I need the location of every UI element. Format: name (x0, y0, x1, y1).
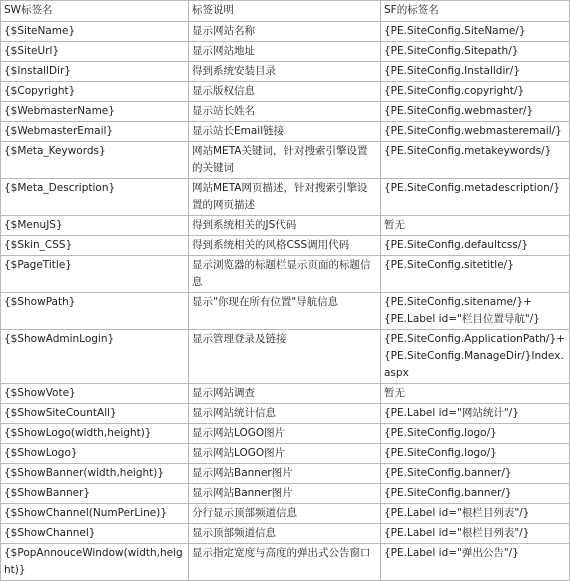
description-cell: 显示网站调查 (189, 384, 381, 404)
sf-tag-cell: {PE.SiteConfig.Installdir/} (381, 62, 570, 82)
table-row (1, 293, 570, 330)
sw-tag-cell: {$PageTitle} (1, 256, 189, 293)
sw-tag-cell: {$ShowBanner(width,height)} (1, 464, 189, 484)
description-cell: 显示站长姓名 (189, 102, 381, 122)
description-cell: 得到系统相关的JS代码 (189, 216, 381, 236)
description-cell: 显示网站统计信息 (189, 404, 381, 424)
sf-tag-cell: {PE.SiteConfig.webmasteremail/} (381, 122, 570, 142)
table-row (1, 404, 570, 424)
sw-tag-cell: {$PopAnnouceWindow(width,height)} (1, 544, 189, 581)
description-cell: 显示网站Banner图片 (189, 484, 381, 504)
description-cell: 显示顶部频道信息 (189, 524, 381, 544)
table-row (1, 484, 570, 504)
sw-tag-cell: {$ShowLogo(width,height)} (1, 424, 189, 444)
sf-tag-cell: 暂无 (381, 384, 570, 404)
description-cell: 得到系统安装目录 (189, 62, 381, 82)
description-cell: 网站META网页描述，针对搜索引擎设置的网页描述 (189, 179, 381, 216)
sf-tag-cell: {PE.Label id="弹出公告"/} (381, 544, 570, 581)
description-cell: 显示版权信息 (189, 82, 381, 102)
sw-tag-cell: {$ShowSiteCountAll} (1, 404, 189, 424)
table-row (1, 256, 570, 293)
header-sf-tag: SF的标签名 (381, 1, 570, 22)
sw-tag-cell: {$Meta_Description} (1, 179, 189, 216)
description-cell: 分行显示顶部频道信息 (189, 504, 381, 524)
sf-tag-cell: {PE.SiteConfig.logo/} (381, 424, 570, 444)
sw-tag-cell: {$WebmasterEmail} (1, 122, 189, 142)
description-cell: 得到系统相关的风格CSS调用代码 (189, 236, 381, 256)
sw-tag-cell: {$Skin_CSS} (1, 236, 189, 256)
table-row (1, 102, 570, 122)
table-row (1, 62, 570, 82)
description-cell: 显示网站LOGO图片 (189, 444, 381, 464)
sf-tag-cell: {PE.SiteConfig.webmaster/} (381, 102, 570, 122)
sf-tag-cell: {PE.SiteConfig.sitename/}+{PE.Label id="栏目位置导航"/} (381, 293, 570, 330)
description-cell: 显示网站名称 (189, 22, 381, 42)
header-row (1, 1, 570, 22)
table-row (1, 544, 570, 581)
sw-tag-cell: {$Meta_Keywords} (1, 142, 189, 179)
sf-tag-cell: {PE.SiteConfig.copyright/} (381, 82, 570, 102)
sf-tag-cell: {PE.SiteConfig.Sitepath/} (381, 42, 570, 62)
description-cell: 显示网站地址 (189, 42, 381, 62)
sw-tag-cell: {$ShowBanner} (1, 484, 189, 504)
sw-tag-cell: {$MenuJS} (1, 216, 189, 236)
sf-tag-cell: {PE.SiteConfig.defaultcss/} (381, 236, 570, 256)
sf-tag-cell: 暂无 (381, 216, 570, 236)
header-description: 标签说明 (189, 1, 381, 22)
table-row (1, 424, 570, 444)
sf-tag-cell: {PE.SiteConfig.SiteName/} (381, 22, 570, 42)
table-row (1, 236, 570, 256)
table-row (1, 122, 570, 142)
header-sw-tag: SW标签名 (1, 1, 189, 22)
sw-tag-cell: {$ShowChannel(NumPerLine)} (1, 504, 189, 524)
table-row (1, 179, 570, 216)
sf-tag-cell: {PE.Label id="网站统计"/} (381, 404, 570, 424)
table-row (1, 330, 570, 384)
description-cell: 显示网站Banner图片 (189, 464, 381, 484)
sw-tag-cell: {$ShowVote} (1, 384, 189, 404)
description-cell: 显示站长Email链接 (189, 122, 381, 142)
table-row (1, 504, 570, 524)
sf-tag-cell: {PE.Label id="根栏目列表"/} (381, 524, 570, 544)
sw-tag-cell: {$SiteUrl} (1, 42, 189, 62)
description-cell: 显示"你现在所有位置"导航信息 (189, 293, 381, 330)
description-cell: 网站META关键词，针对搜索引擎设置的关键词 (189, 142, 381, 179)
sw-tag-cell: {$WebmasterName} (1, 102, 189, 122)
table-row (1, 216, 570, 236)
table-row (1, 524, 570, 544)
sw-tag-cell: {$InstallDir} (1, 62, 189, 82)
table-row (1, 384, 570, 404)
sf-tag-cell: {PE.SiteConfig.banner/} (381, 464, 570, 484)
sf-tag-cell: {PE.Label id="根栏目列表"/} (381, 504, 570, 524)
sf-tag-cell: {PE.SiteConfig.ApplicationPath/}+{PE.SiteConfig.ManageDir/}Index.aspx (381, 330, 570, 384)
table-row (1, 464, 570, 484)
sf-tag-cell: {PE.SiteConfig.banner/} (381, 484, 570, 504)
description-cell: 显示浏览器的标题栏显示页面的标题信息 (189, 256, 381, 293)
sw-tag-cell: {$ShowAdminLogin} (1, 330, 189, 384)
sw-tag-cell: {$ShowLogo} (1, 444, 189, 464)
description-cell: 显示网站LOGO图片 (189, 424, 381, 444)
sw-tag-cell: {$Copyright} (1, 82, 189, 102)
table-row (1, 22, 570, 42)
sw-tag-cell: {$ShowPath} (1, 293, 189, 330)
description-cell: 显示指定宽度与高度的弹出式公告窗口 (189, 544, 381, 581)
sf-tag-cell: {PE.SiteConfig.metakeywords/} (381, 142, 570, 179)
table-row (1, 82, 570, 102)
table-row (1, 42, 570, 62)
table-row (1, 142, 570, 179)
sf-tag-cell: {PE.SiteConfig.sitetitle/} (381, 256, 570, 293)
sw-tag-cell: {$SiteName} (1, 22, 189, 42)
sf-tag-cell: {PE.SiteConfig.logo/} (381, 444, 570, 464)
sf-tag-cell: {PE.SiteConfig.metadescription/} (381, 179, 570, 216)
sw-tag-cell: {$ShowChannel} (1, 524, 189, 544)
table-row (1, 444, 570, 464)
description-cell: 显示管理登录及链接 (189, 330, 381, 384)
